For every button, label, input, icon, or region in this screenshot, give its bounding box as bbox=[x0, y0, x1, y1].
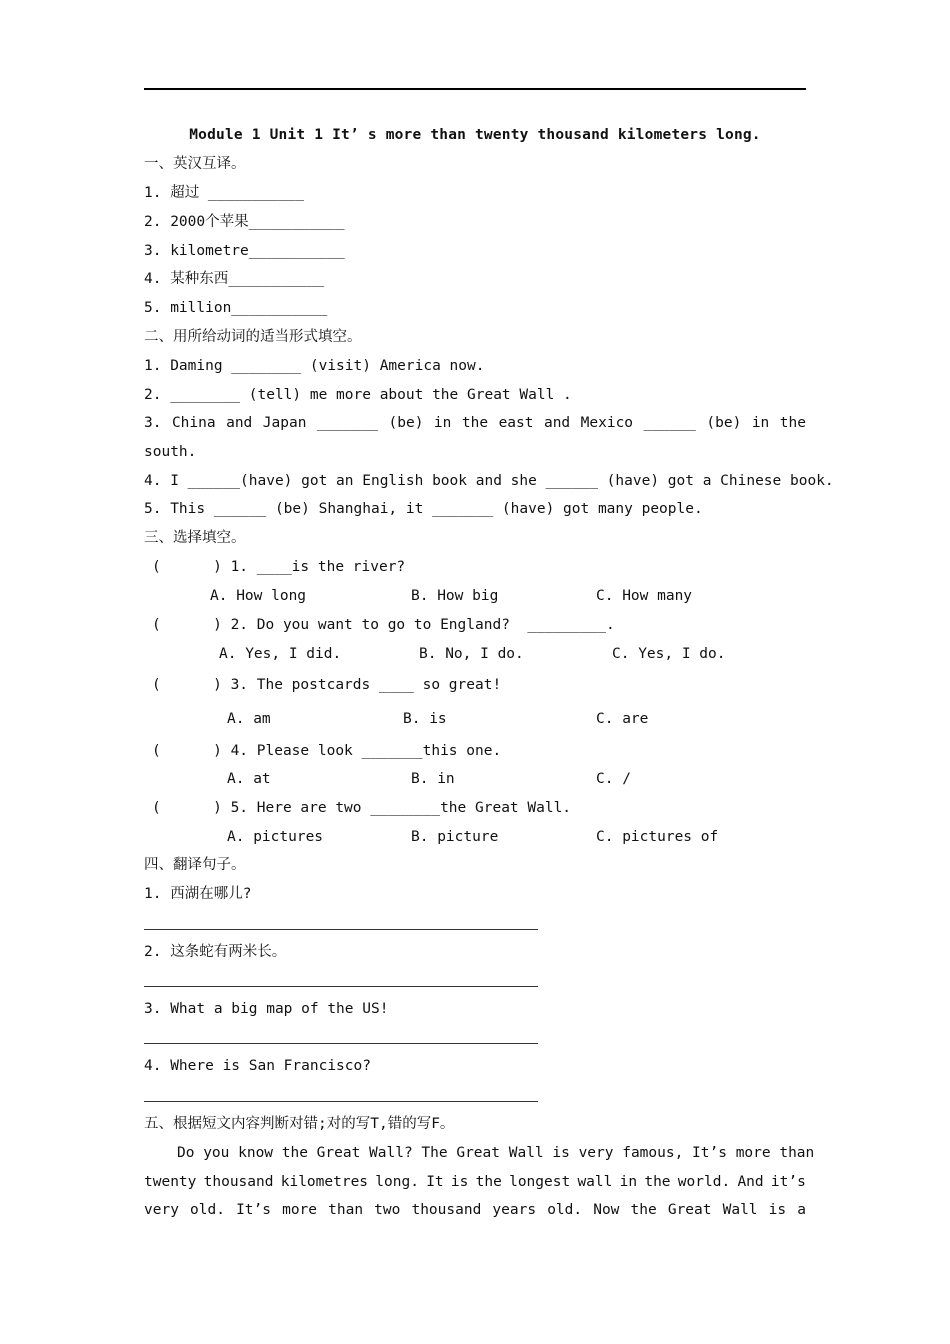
mc-option-c: C. Yes, I do. bbox=[612, 646, 726, 662]
word: Wall bbox=[722, 1202, 758, 1218]
word: the bbox=[475, 1174, 502, 1190]
answer-line bbox=[144, 986, 538, 987]
word: years bbox=[492, 1202, 537, 1218]
word: is bbox=[450, 1174, 469, 1190]
word: in bbox=[751, 415, 770, 431]
s2-item: 5. This ______ (be) Shanghai, it _______ (have) got many people. bbox=[144, 501, 703, 517]
word: it’s bbox=[770, 1174, 806, 1190]
section-5-heading: 五、根据短文内容判断对错;对的写T,错的写F。 bbox=[144, 1116, 455, 1132]
word: wall bbox=[577, 1174, 613, 1190]
word: the bbox=[630, 1202, 657, 1218]
word: old. bbox=[547, 1202, 583, 1218]
word: is bbox=[768, 1202, 787, 1218]
word: ______ bbox=[643, 415, 696, 431]
word: thousand bbox=[203, 1174, 274, 1190]
word: long. bbox=[375, 1174, 419, 1190]
word: and bbox=[543, 415, 571, 431]
worksheet-title: Module 1 Unit 1 It’ s more than twenty thousand kilometers long. bbox=[189, 127, 761, 143]
s2-item-3 bbox=[144, 413, 806, 433]
s2-item: 1. Daming ________ (visit) America now. bbox=[144, 358, 485, 374]
s1-item: 4. 某种东西___________ bbox=[144, 271, 325, 287]
word: kilometres bbox=[280, 1174, 369, 1190]
word: in bbox=[619, 1174, 638, 1190]
word: thousand bbox=[411, 1202, 482, 1218]
word: It’s bbox=[236, 1202, 271, 1218]
s2-item: 4. I ______(have) got an English book and she ______ (have) got a Chinese book. bbox=[144, 473, 834, 489]
mc-option-b: B. in bbox=[411, 771, 455, 787]
answer-line bbox=[144, 1043, 538, 1044]
word: than bbox=[328, 1202, 364, 1218]
mc-option-b: B. picture bbox=[411, 829, 499, 845]
word: Mexico bbox=[580, 415, 634, 431]
mc-option-c: C. / bbox=[596, 771, 631, 787]
word: in bbox=[433, 415, 452, 431]
mc-question-stem: ( ) 2. Do you want to go to England? _________. bbox=[152, 617, 615, 633]
word: the bbox=[644, 1174, 671, 1190]
word: more bbox=[282, 1202, 318, 1218]
s1-item: 1. 超过 ___________ bbox=[144, 185, 304, 201]
word: Japan bbox=[262, 415, 307, 431]
translation-item: 1. 西湖在哪儿? bbox=[144, 886, 252, 902]
s1-item: 3. kilometre___________ bbox=[144, 243, 345, 259]
translation-item: 4. Where is San Francisco? bbox=[144, 1058, 371, 1074]
mc-question-stem: ( ) 3. The postcards ____ so great! bbox=[152, 677, 502, 693]
word: 3. bbox=[144, 415, 162, 431]
translation-item: 3. What a big map of the US! bbox=[144, 1001, 389, 1017]
word: and bbox=[226, 415, 253, 431]
passage-line bbox=[144, 1172, 806, 1192]
word: China bbox=[171, 415, 216, 431]
mc-question-stem: ( ) 4. Please look _______this one. bbox=[152, 743, 502, 759]
mc-option-a: A. How long bbox=[210, 588, 307, 604]
mc-option-b: B. How big bbox=[411, 588, 499, 604]
mc-question-stem: ( ) 5. Here are two ________the Great Wall. bbox=[152, 800, 572, 816]
answer-line bbox=[144, 929, 538, 930]
word: (be) bbox=[388, 415, 424, 431]
word: (be) bbox=[706, 415, 742, 431]
word: east bbox=[498, 415, 534, 431]
word: Now bbox=[593, 1202, 620, 1218]
word: old. bbox=[190, 1202, 225, 1218]
s1-item: 2. 2000个苹果___________ bbox=[144, 214, 345, 230]
word: the bbox=[461, 415, 489, 431]
word: And bbox=[737, 1174, 764, 1190]
mc-question-stem: ( ) 1. ____is the river? bbox=[152, 559, 406, 575]
word: two bbox=[374, 1202, 401, 1218]
word: twenty bbox=[144, 1174, 197, 1190]
word: the bbox=[779, 415, 806, 431]
mc-option-a: A. am bbox=[227, 711, 271, 727]
mc-option-c: C. How many bbox=[596, 588, 693, 604]
word: Great bbox=[667, 1202, 712, 1218]
word: It bbox=[426, 1174, 444, 1190]
answer-line bbox=[144, 1101, 538, 1102]
mc-option-a: A. Yes, I did. bbox=[219, 646, 342, 662]
word: a bbox=[797, 1202, 806, 1218]
passage-line: Do you know the Great Wall? The Great Wall is very famous, It’s more than bbox=[177, 1145, 815, 1161]
mc-option-c: C. are bbox=[596, 711, 649, 727]
word: _______ bbox=[316, 415, 379, 431]
mc-option-b: B. No, I do. bbox=[419, 646, 524, 662]
section-4-heading: 四、翻译句子。 bbox=[144, 857, 246, 873]
translation-item: 2. 这条蛇有两米长。 bbox=[144, 944, 287, 960]
s2-item-3-continued: south. bbox=[144, 444, 197, 460]
section-1-heading: 一、英汉互译。 bbox=[144, 156, 246, 172]
section-3-heading: 三、选择填空。 bbox=[144, 530, 246, 546]
mc-option-a: A. at bbox=[227, 771, 271, 787]
word: longest bbox=[509, 1174, 571, 1190]
s1-item: 5. million___________ bbox=[144, 300, 328, 316]
header-rule bbox=[144, 88, 806, 90]
s2-item: 2. ________ (tell) me more about the Great Wall . bbox=[144, 387, 572, 403]
passage-line bbox=[144, 1200, 806, 1220]
section-2-heading: 二、用所给动词的适当形式填空。 bbox=[144, 329, 362, 345]
mc-option-a: A. pictures bbox=[227, 829, 324, 845]
mc-option-c: C. pictures of bbox=[596, 829, 719, 845]
word: world. bbox=[677, 1174, 731, 1190]
mc-option-b: B. is bbox=[403, 711, 447, 727]
word: very bbox=[144, 1202, 179, 1218]
